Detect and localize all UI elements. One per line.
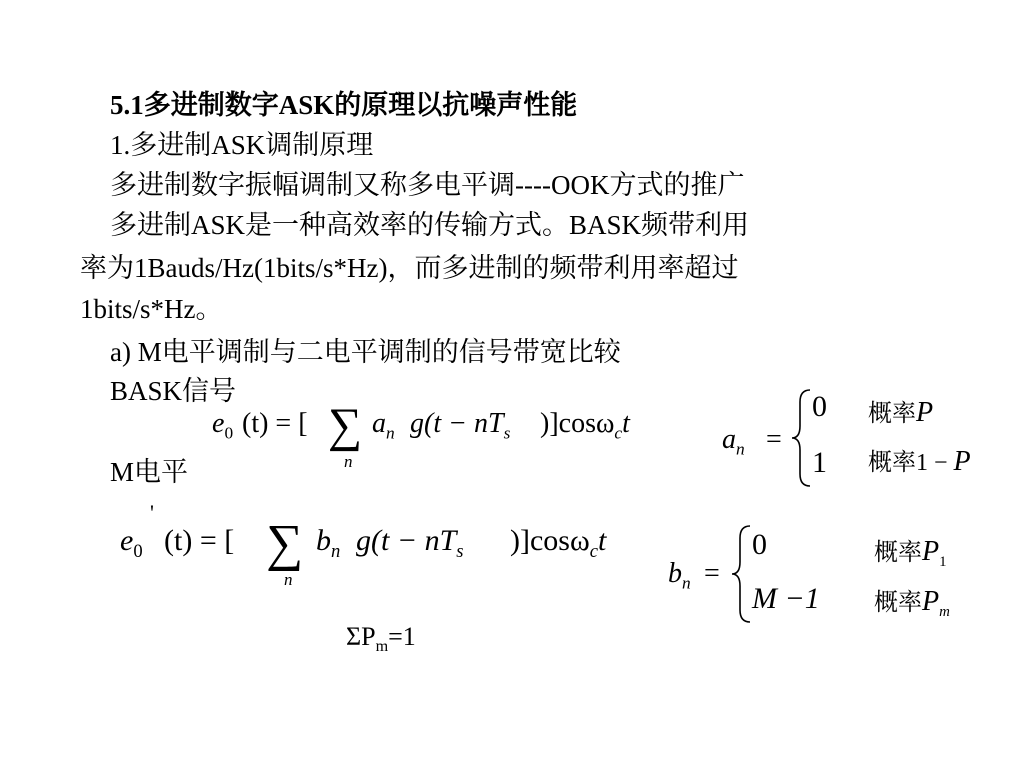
formula2-arg: (t) = [ bbox=[164, 524, 235, 557]
an-case1-prob: 概率P bbox=[868, 397, 934, 428]
formula2-tail: )]cosω$_c$t bbox=[510, 524, 607, 562]
text-line-6: a) M电平调制与二电平调制的信号带宽比较 bbox=[110, 337, 621, 367]
an-case2-value: 1 bbox=[812, 446, 827, 479]
text-line-3: 多进制ASK是一种高效率的传输方式。BASK频带利用 bbox=[110, 210, 750, 240]
formula2-coef: $b_n$ bbox=[316, 524, 341, 562]
bn-case1-prob: 概率$P_1$ bbox=[874, 536, 947, 570]
formula2-lhs: $e_0$ bbox=[120, 524, 143, 562]
formula2-g: $g(t - nT_s$ bbox=[356, 524, 464, 562]
formula1-coef: $a_n$ bbox=[372, 408, 395, 443]
slide-title: 5.1多进制数字ASK的原理以抗噪声性能 bbox=[110, 90, 578, 120]
formula1-lhs: $e_0$ bbox=[212, 408, 234, 443]
formula1-tail: )]cosω$_c$t bbox=[540, 408, 630, 443]
bn-equals: = bbox=[704, 558, 720, 589]
text-line-4: 率为1Bauds/Hz(1bits/s*Hz)，而多进制的频带利用率超过 bbox=[80, 253, 739, 283]
an-lhs: $a_n$ bbox=[722, 424, 745, 459]
text-line-1: 1.多进制ASK调制原理 bbox=[110, 130, 374, 160]
an-equals: = bbox=[766, 424, 782, 455]
formula2-sum-index: n bbox=[284, 570, 293, 589]
formula2-sum-symbol: ∑ bbox=[266, 515, 304, 572]
bn-case2-value: M −1 bbox=[752, 582, 820, 615]
formula1-sum-index: n bbox=[344, 452, 353, 471]
an-case2-prob: 概率1 − P bbox=[868, 446, 971, 477]
text-line-7: BASK信号 bbox=[110, 376, 237, 406]
formula1-sum-symbol: ∑ bbox=[328, 399, 363, 452]
formula2-prime: ' bbox=[150, 500, 154, 525]
text-line-5: 1bits/s*Hz。 bbox=[80, 294, 223, 324]
bn-case1-value: 0 bbox=[752, 528, 767, 561]
text-line-2: 多进制数字振幅调制又称多电平调----OOK方式的推广 bbox=[110, 170, 745, 200]
probability-sum-note: $\Sigma P_m=1$ bbox=[346, 622, 416, 656]
formula1-g: $g(t - nT_s$ bbox=[410, 408, 511, 443]
bn-case2-prob: 概率$P_m$ bbox=[874, 586, 950, 620]
text-line-8: M电平 bbox=[110, 457, 189, 487]
formula1-arg: (t) = [ bbox=[242, 408, 308, 439]
an-case1-value: 0 bbox=[812, 390, 827, 423]
bn-lhs: $b_n$ bbox=[668, 558, 691, 593]
